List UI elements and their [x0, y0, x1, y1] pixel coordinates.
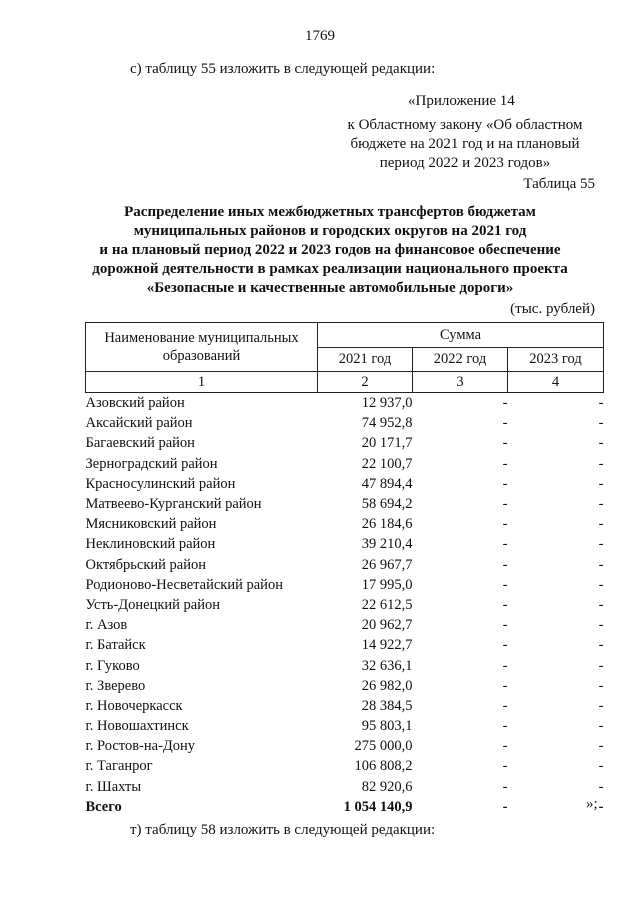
value-2022: - [502, 455, 508, 472]
value-2023: - [598, 435, 604, 452]
value-2023: - [598, 617, 604, 634]
value-2023: - [598, 778, 604, 795]
value-2023: - [598, 556, 604, 573]
value-2023: - [598, 677, 604, 694]
value-2022: - [502, 516, 508, 533]
value-2022: - [502, 637, 508, 654]
municipality-name: г. Новочеркасск [85, 697, 183, 714]
title-line: «Безопасные и качественные автомобильные дороги» [146, 280, 514, 296]
table-row [86, 716, 604, 736]
appendix-line-3: бюджете на 2021 год и на плановый [350, 136, 580, 152]
value-2023: - [598, 697, 604, 714]
municipality-name: Аксайский район [85, 415, 193, 432]
table-title [60, 203, 600, 298]
municipality-name: г. Батайск [85, 637, 146, 654]
value-2023: - [598, 798, 604, 815]
table-row [86, 676, 604, 696]
units-label: (тыс. рублей) [510, 301, 595, 317]
table-row [86, 736, 604, 756]
value-2022: - [502, 677, 508, 694]
value-2023: - [598, 596, 604, 613]
table-row [86, 494, 604, 514]
column-number: 1 [86, 372, 318, 393]
table-row [86, 454, 604, 474]
table-row [86, 615, 604, 635]
municipality-name: Багаевский район [85, 435, 195, 452]
value-2022: - [502, 435, 508, 452]
value-2022: - [502, 758, 508, 775]
value-2022: - [502, 798, 508, 815]
value-2022: - [502, 576, 508, 593]
appendix-line-2: к Областному закону «Об областном [347, 117, 583, 133]
value-2023: - [598, 637, 604, 654]
total-row [86, 797, 604, 817]
municipality-name: г. Шахты [85, 778, 142, 795]
table-row [86, 655, 604, 675]
municipality-name: Зерноградский район [85, 455, 218, 472]
municipality-name: г. Азов [85, 617, 128, 634]
transfers-table [85, 322, 604, 817]
municipality-name: Родионово-Несветайский район [85, 576, 283, 593]
value-2021: 22 612,5 [361, 596, 413, 613]
header-2022: 2022 год [413, 348, 508, 372]
value-2023: - [598, 718, 604, 735]
value-2022: - [502, 697, 508, 714]
page-number: 1769 [305, 28, 335, 44]
column-number: 2 [318, 372, 413, 393]
value-2023: - [598, 475, 604, 492]
value-2023: - [598, 516, 604, 533]
municipality-name: г. Ростов-на-Дону [85, 738, 196, 755]
value-2021: 106 808,2 [354, 758, 413, 775]
value-2022: - [502, 395, 508, 412]
value-2021: 12 937,0 [361, 395, 413, 412]
municipality-name: Неклиновский район [85, 536, 216, 553]
value-2023: - [598, 758, 604, 775]
value-2021: 14 922,7 [361, 637, 413, 654]
value-2023: - [598, 395, 604, 412]
table-row [86, 777, 604, 797]
value-2022: - [502, 596, 508, 613]
table-label: Таблица 55 [523, 176, 595, 192]
intro-text: с) таблицу 55 изложить в следующей редакции: [130, 61, 436, 77]
value-2023: - [598, 415, 604, 432]
value-2023: - [598, 536, 604, 553]
title-line: муниципальных районов и городских округов на 2021 год [133, 223, 527, 239]
header-name: Наименование муниципальных образований [86, 323, 318, 372]
trailing-text: т) таблицу 58 изложить в следующей редакции: [130, 822, 436, 838]
column-number: 4 [508, 372, 604, 393]
municipality-name: г. Гуково [85, 657, 140, 674]
value-2021: 39 210,4 [361, 536, 413, 553]
value-2022: - [502, 617, 508, 634]
value-2021: 28 384,5 [361, 697, 413, 714]
value-2021: 95 803,1 [361, 718, 413, 735]
value-2022: - [502, 657, 508, 674]
table-row [86, 635, 604, 655]
table-row [86, 413, 604, 433]
title-line: Распределение иных межбюджетных трансфертов бюджетам [124, 204, 536, 220]
title-line: дорожной деятельности в рамках реализации национального проекта [92, 261, 568, 277]
value-2022: - [502, 778, 508, 795]
table-row [86, 393, 604, 414]
value-2021: 26 967,7 [361, 556, 413, 573]
municipality-name: Усть-Донецкий район [85, 596, 220, 613]
value-2021: 17 995,0 [361, 576, 413, 593]
header-2023: 2023 год [508, 348, 604, 372]
value-2023: - [598, 576, 604, 593]
value-2021: 26 184,6 [361, 516, 413, 533]
table-row [86, 696, 604, 716]
value-2023: - [598, 455, 604, 472]
closing-mark: »; [586, 796, 598, 812]
title-line: и на плановый период 2022 и 2023 годов на финансовое обеспечение [99, 242, 561, 258]
municipality-name: г. Новошахтинск [85, 718, 189, 735]
value-2021: 20 962,7 [361, 617, 413, 634]
value-2021: 47 894,4 [361, 475, 413, 492]
value-2021: 275 000,0 [354, 738, 413, 755]
value-2022: - [502, 738, 508, 755]
appendix-line-4: период 2022 и 2023 годов» [379, 155, 551, 171]
value-2021: 32 636,1 [361, 657, 413, 674]
municipality-name: г. Зверево [85, 677, 146, 694]
value-2021: 1 054 140,9 [343, 798, 413, 815]
value-2023: - [598, 657, 604, 674]
value-2022: - [502, 556, 508, 573]
value-2023: - [598, 738, 604, 755]
value-2023: - [598, 496, 604, 513]
value-2022: - [502, 475, 508, 492]
header-sum: Сумма [318, 323, 604, 348]
value-2022: - [502, 496, 508, 513]
municipality-name: Октябрьский район [85, 556, 206, 573]
municipality-name: Всего [85, 798, 122, 815]
value-2021: 58 694,2 [361, 496, 413, 513]
table-row [86, 474, 604, 494]
municipality-name: Матвеево-Курганский район [85, 496, 262, 513]
value-2021: 26 982,0 [361, 677, 413, 694]
table-row [86, 514, 604, 534]
column-number: 3 [413, 372, 508, 393]
table-row [86, 575, 604, 595]
table-row [86, 555, 604, 575]
appendix-line-1: «Приложение 14 [408, 93, 515, 109]
value-2022: - [502, 718, 508, 735]
value-2021: 22 100,7 [361, 455, 413, 472]
value-2021: 82 920,6 [361, 778, 413, 795]
value-2022: - [502, 536, 508, 553]
table-row [86, 433, 604, 453]
table-row [86, 534, 604, 554]
municipality-name: Мясниковский район [85, 516, 217, 533]
value-2022: - [502, 415, 508, 432]
table-row [86, 595, 604, 615]
municipality-name: г. Таганрог [85, 758, 153, 775]
municipality-name: Азовский район [85, 395, 185, 412]
header-2021: 2021 год [318, 348, 413, 372]
value-2021: 20 171,7 [361, 435, 413, 452]
table-row [86, 756, 604, 776]
value-2021: 74 952,8 [361, 415, 413, 432]
municipality-name: Красносулинский район [85, 475, 236, 492]
